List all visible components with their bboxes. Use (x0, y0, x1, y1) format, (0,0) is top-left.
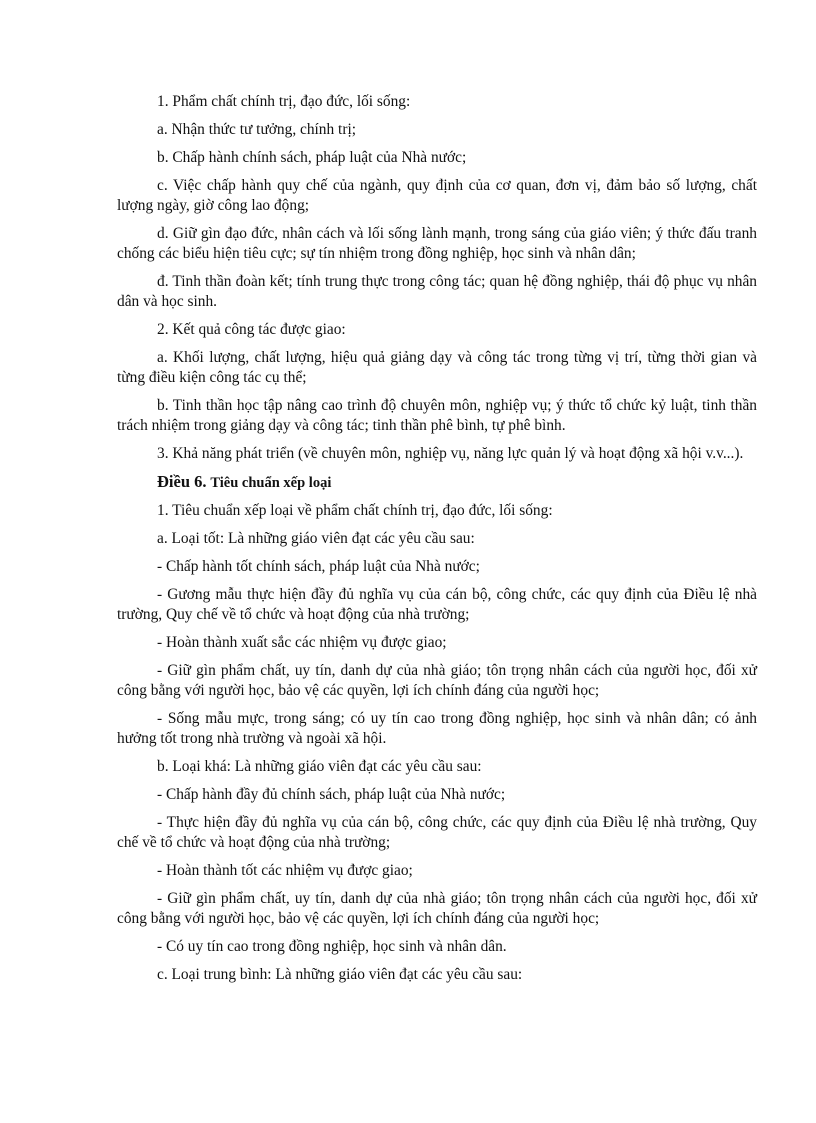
paragraph: 2. Kết quả công tác được giao: (157, 321, 346, 338)
paragraph: - Hoàn thành xuất sắc các nhiệm vụ được giao; (157, 634, 447, 651)
paragraph: - Hoàn thành tốt các nhiệm vụ được giao; (157, 862, 413, 879)
paragraph: 3. Khả năng phát triển (về chuyên môn, nghiệp vụ, năng lực quản lý và hoạt động xã hội v.v...). (157, 445, 744, 462)
paragraph: a. Khối lượng, chất lượng, hiệu quả giảng dạy và công tác trong từng vị trí, từng thời gian và từng điều kiện công tác cụ thể; (117, 349, 757, 386)
paragraph: đ. Tinh thần đoàn kết; tính trung thực trong công tác; quan hệ đồng nghiệp, thái độ phục vụ nhân dân và học sinh. (117, 273, 757, 310)
paragraph: - Thực hiện đầy đủ nghĩa vụ của cán bộ, công chức, các quy định của Điều lệ nhà trường, Quy chế về tổ chức và hoạt động của nhà trường; (117, 814, 757, 851)
paragraph: - Có uy tín cao trong đồng nghiệp, học sinh và nhân dân. (157, 938, 507, 955)
paragraph: 1. Phẩm chất chính trị, đạo đức, lối sống: (157, 93, 411, 110)
paragraph: b. Chấp hành chính sách, pháp luật của Nhà nước; (157, 149, 467, 166)
document-page (117, 92, 757, 993)
article-title: Tiêu chuẩn xếp loại (210, 475, 332, 491)
paragraph: - Gương mẫu thực hiện đầy đủ nghĩa vụ của cán bộ, công chức, các quy định của Điều lệ nhà trường, Quy chế về tổ chức và hoạt động của nhà trường; (117, 586, 757, 623)
paragraph: b. Loại khá: Là những giáo viên đạt các yêu cầu sau: (157, 758, 482, 775)
paragraph: d. Giữ gìn đạo đức, nhân cách và lối sống lành mạnh, trong sáng của giáo viên; ý thức đấu tranh chống các biểu hiện tiêu cực; sự tín nhiệm trong đồng nghiệp, học sinh và nhân dân; (117, 225, 757, 262)
paragraph: a. Nhận thức tư tưởng, chính trị; (157, 121, 357, 138)
paragraph: - Sống mẫu mực, trong sáng; có uy tín cao trong đồng nghiệp, học sinh và nhân dân; có ảnh hưởng tốt trong nhà trường và ngoài xã hội. (117, 710, 757, 747)
paragraph: - Giữ gìn phẩm chất, uy tín, danh dự của nhà giáo; tôn trọng nhân cách của người học, đối xử công bằng với người học, bảo vệ các quyền, lợi ích chính đáng của người học; (117, 890, 757, 927)
paragraph: c. Loại trung bình: Là những giáo viên đạt các yêu cầu sau: (157, 966, 523, 983)
paragraph: - Chấp hành tốt chính sách, pháp luật của Nhà nước; (157, 558, 480, 575)
article-heading (117, 472, 757, 493)
paragraph: - Chấp hành đầy đủ chính sách, pháp luật của Nhà nước; (157, 786, 506, 803)
article-number: Điều 6. (157, 472, 207, 491)
paragraph: - Giữ gìn phẩm chất, uy tín, danh dự của nhà giáo; tôn trọng nhân cách của người học, đối xử công bằng với người học, bảo vệ các quyền, lợi ích chính đáng của người học; (117, 662, 757, 699)
paragraph: 1. Tiêu chuẩn xếp loại về phẩm chất chính trị, đạo đức, lối sống: (157, 502, 553, 519)
paragraph: c. Việc chấp hành quy chế của ngành, quy định của cơ quan, đơn vị, đảm bảo số lượng, chất lượng ngày, giờ công lao động; (117, 177, 757, 214)
paragraph: b. Tinh thần học tập nâng cao trình độ chuyên môn, nghiệp vụ; ý thức tổ chức kỷ luật, tinh thần trách nhiệm trong giảng dạy và công tác; tinh thần phê bình, tự phê bình. (117, 397, 757, 434)
paragraph: a. Loại tốt: Là những giáo viên đạt các yêu cầu sau: (157, 530, 475, 547)
